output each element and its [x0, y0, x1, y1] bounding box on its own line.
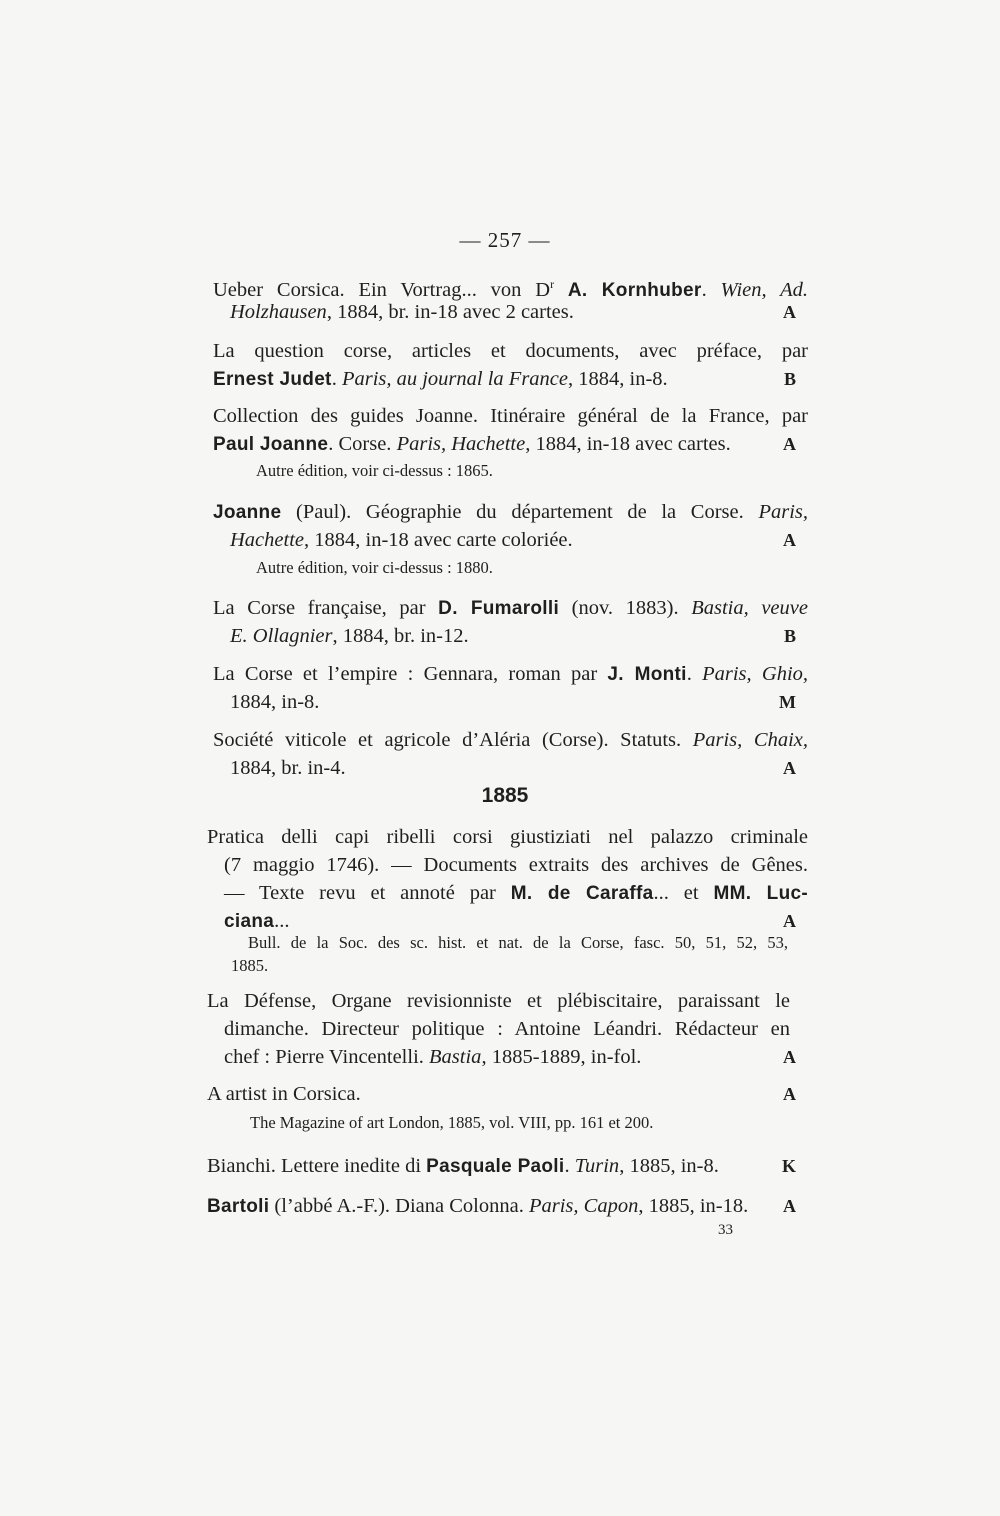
entry-line: dimanche. Directeur politique : Antoine Léandri. Rédacteur en: [224, 1018, 790, 1040]
location-code: A: [783, 302, 796, 322]
bibliography-entry: [213, 402, 808, 458]
location-code: B: [783, 369, 796, 389]
entry-note: The Magazine of art London, 1885, vol. VIII, pp. 161 et 200.: [250, 1113, 654, 1132]
printer-signature: 33: [718, 1222, 733, 1238]
entry-line: (7 maggio 1746). — Documents extraits des archives de Gênes.: [224, 854, 808, 876]
entry-line: Bartoli (l’abbé A.-F.). Diana Colonna. Paris, Capon, 1885, in-18. A: [207, 1192, 790, 1220]
location-code: B: [783, 626, 796, 646]
entry-line: chef : Pierre Vincentelli. Bastia, 1885-1889, in-fol. A: [207, 1043, 790, 1071]
location-code: A: [783, 758, 796, 778]
location-code: M: [779, 692, 796, 712]
entry-line: Holzhausen, 1884, br. in-18 avec 2 cartes. A: [213, 298, 808, 326]
bibliography-entry: [207, 1080, 796, 1108]
entry-line: Bianchi. Lettere inedite di Pasquale Paoli. Turin, 1885, in-8. K: [207, 1152, 790, 1180]
page-number: — 257 —: [459, 228, 551, 252]
entry-line: — Texte revu et annoté par M. de Caraffa... et MM. Luc-: [224, 882, 808, 904]
entry-line: Joanne (Paul). Géographie du département de la Corse. Paris,: [213, 501, 808, 523]
bibliography-entry: [207, 823, 808, 935]
bibliography-entry: [213, 726, 808, 782]
entry-line: Ueber Corsica. Ein Vortrag... von $D^r$ A. Kornhuber. Wien, Ad.: [213, 277, 808, 301]
entry-line: Société viticole et agricole d’Aléria (Corse). Statuts. Paris, Chaix,: [213, 729, 808, 751]
bibliography-entry: [207, 1192, 796, 1220]
entry-note: Autre édition, voir ci-dessus : 1880.: [256, 558, 493, 577]
entry-note: 1885.: [231, 956, 269, 975]
entry-line: A artist in Corsica. A: [207, 1080, 790, 1108]
location-code: A: [783, 1196, 796, 1216]
entry-line: La Corse française, par D. Fumarolli (nov. 1883). Bastia, veuve: [213, 597, 808, 619]
bibliography-entry: [213, 594, 808, 650]
entry-line: E. Ollagnier, 1884, br. in-12. B: [213, 622, 808, 650]
bibliography-entry: [213, 660, 808, 716]
entry-note: Autre édition, voir ci-dessus : 1865.: [256, 461, 493, 480]
entry-line: Pratica delli capi ribelli corsi giustiziati nel palazzo criminale: [207, 826, 808, 848]
entry-line: Ernest Judet. Paris, au journal la France, 1884, in-8. B: [213, 365, 808, 393]
bibliography-entry: [213, 337, 808, 393]
location-code: A: [783, 1084, 796, 1104]
location-code: A: [783, 434, 796, 454]
bibliography-entry: [207, 987, 796, 1071]
entry-line: Paul Joanne. Corse. Paris, Hachette, 1884, in-18 avec cartes. A: [213, 430, 808, 458]
entry-line: La Corse et l’empire : Gennara, roman par J. Monti. Paris, Ghio,: [213, 663, 809, 685]
entry-line: La question corse, articles et documents, avec préface, par: [213, 340, 808, 362]
entry-note: Bull. de la Soc. des sc. hist. et nat. de la Corse, fasc. 50, 51, 52, 53,: [248, 933, 788, 952]
location-code: A: [783, 530, 796, 550]
entry-line: ciana... A: [207, 907, 808, 935]
entry-line: Collection des guides Joanne. Itinéraire général de la France, par: [213, 405, 808, 427]
bibliography-entry: [213, 270, 808, 326]
location-code: A: [783, 911, 796, 931]
location-code: K: [781, 1156, 796, 1176]
bibliography-entry: [207, 1152, 796, 1180]
year-heading: 1885: [481, 784, 529, 807]
entry-line: 1884, br. in-4. A: [213, 754, 808, 782]
entry-line: La Défense, Organe revisionniste et plébiscitaire, paraissant le: [207, 990, 790, 1012]
entry-line: Hachette, 1884, in-18 avec carte coloriée. A: [213, 526, 808, 554]
entry-line: 1884, in-8. M: [213, 688, 808, 716]
bibliography-entry: [213, 498, 808, 554]
location-code: A: [783, 1047, 796, 1067]
